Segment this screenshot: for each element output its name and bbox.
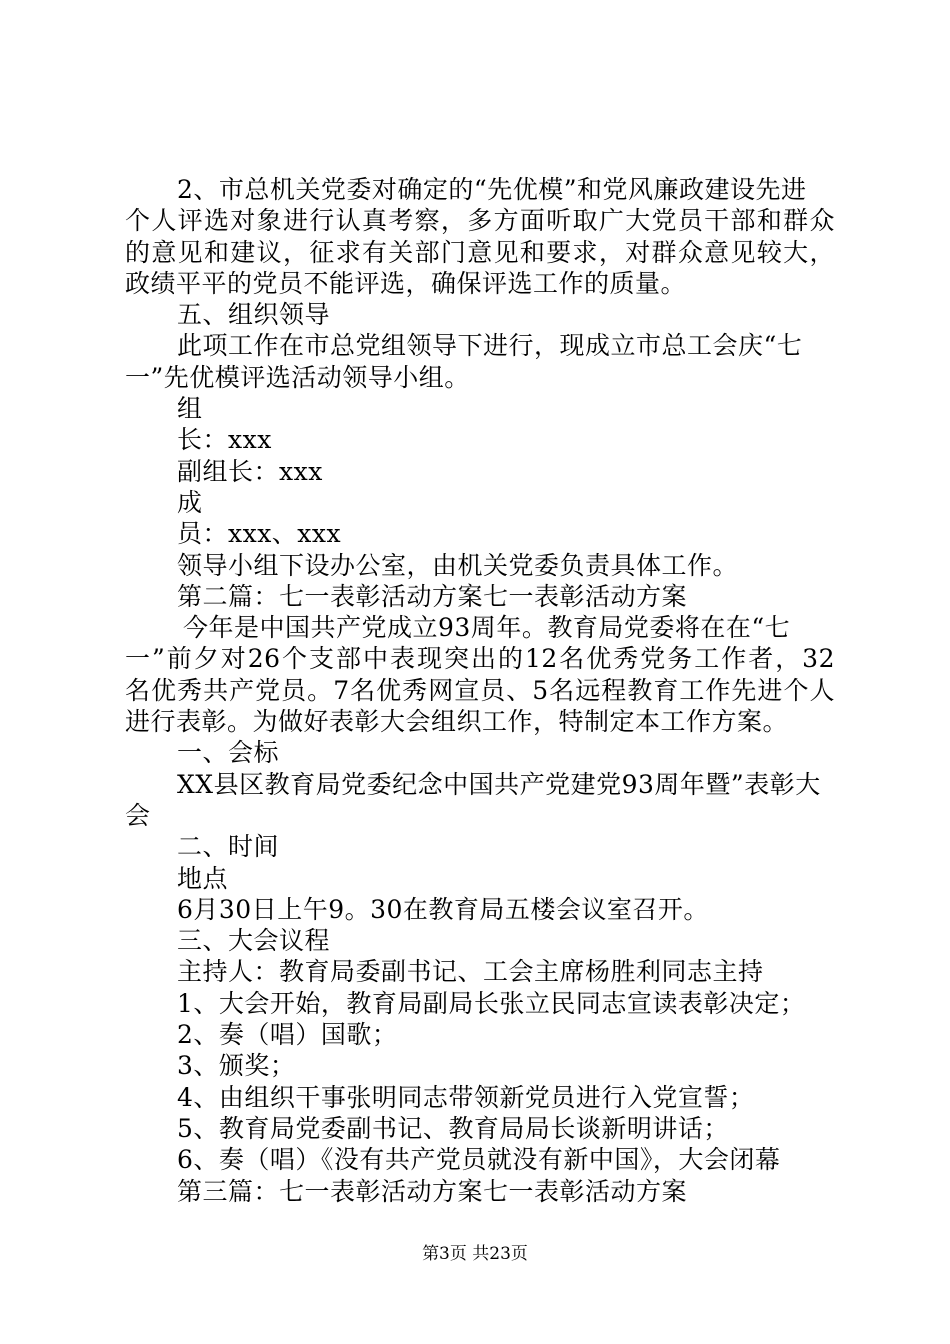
chapter-heading: 第三篇：七一表彰活动方案七一表彰活动方案 (177, 1176, 688, 1206)
section-heading: 五、组织领导 (177, 300, 331, 330)
agenda-item: 2、奏（唱）国歌； (177, 1020, 398, 1050)
paragraph-line: 地点 (177, 863, 229, 893)
document-body (125, 174, 835, 1207)
paragraph-line: 2、市总机关党委对确定的“先优模”和党风廉政建设先进 (177, 175, 807, 204)
section-heading: 三、大会议程 (177, 926, 331, 956)
paragraph-line: 个人评选对象进行认真考察，多方面听取广大党员干部和群众 (125, 206, 835, 236)
paragraph-line: 员：xxx、xxx (177, 519, 342, 549)
paragraph-line: 名优秀共产党员。7名优秀网宣员、5名远程教育工作先进个人 (125, 675, 835, 705)
paragraph-line: 进行表彰。为做好表彰大会组织工作，特制定本工作方案。 (125, 707, 789, 737)
paragraph-line: 主持人：教育局委副书记、工会主席杨胜利同志主持 (177, 957, 764, 987)
agenda-item: 4、由组织干事张明同志带领新党员进行入党宣誓； (177, 1082, 755, 1112)
paragraph-line: 一”先优模评选活动领导小组。 (125, 362, 470, 392)
section-heading: 二、时间 (177, 832, 280, 862)
paragraph-line: 一”前夕对26个支部中表现突出的12名优秀党务工作者，32 (125, 644, 835, 674)
paragraph-line: 会 (125, 800, 151, 830)
paragraph-line: 领导小组下设办公室，由机关党委负责具体工作。 (177, 550, 739, 580)
chapter-heading: 第二篇：七一表彰活动方案七一表彰活动方案 (177, 581, 688, 611)
agenda-item: 5、教育局党委副书记、教育局局长谈新明讲话； (177, 1113, 729, 1143)
section-heading: 一、会标 (177, 738, 280, 768)
paragraph-line: 此项工作在市总党组领导下进行，现成立市总工会庆“七 (177, 331, 803, 361)
paragraph-line: 长：xxx (177, 425, 272, 455)
page-footer: 第3页 共23页 (422, 1244, 528, 1264)
agenda-item: 1、大会开始，教育局副局长张立民同志宣读表彰决定； (177, 988, 806, 1018)
paragraph-line: 6月30日上午9。30在教育局五楼会议室召开。 (177, 894, 709, 924)
paragraph-line: 的意见和建议，征求有关部门意见和要求，对群众意见较大， (125, 237, 835, 267)
agenda-item: 3、颁奖； (177, 1051, 296, 1081)
paragraph-line: 政绩平平的党员不能评选，确保评选工作的质量。 (125, 268, 687, 298)
paragraph-line: 副组长：xxx (177, 456, 323, 486)
agenda-item: 6、奏（唱）《没有共产党员就没有新中国》，大会闭幕 (177, 1145, 781, 1175)
paragraph-line: XX县区教育局党委纪念中国共产党建党93周年暨”表彰大 (177, 769, 821, 799)
paragraph-line: 组 (177, 394, 203, 424)
paragraph-line: 今年是中国共产党成立93周年。教育局党委将在在“七 (183, 613, 791, 643)
paragraph-line: 成 (177, 487, 203, 517)
